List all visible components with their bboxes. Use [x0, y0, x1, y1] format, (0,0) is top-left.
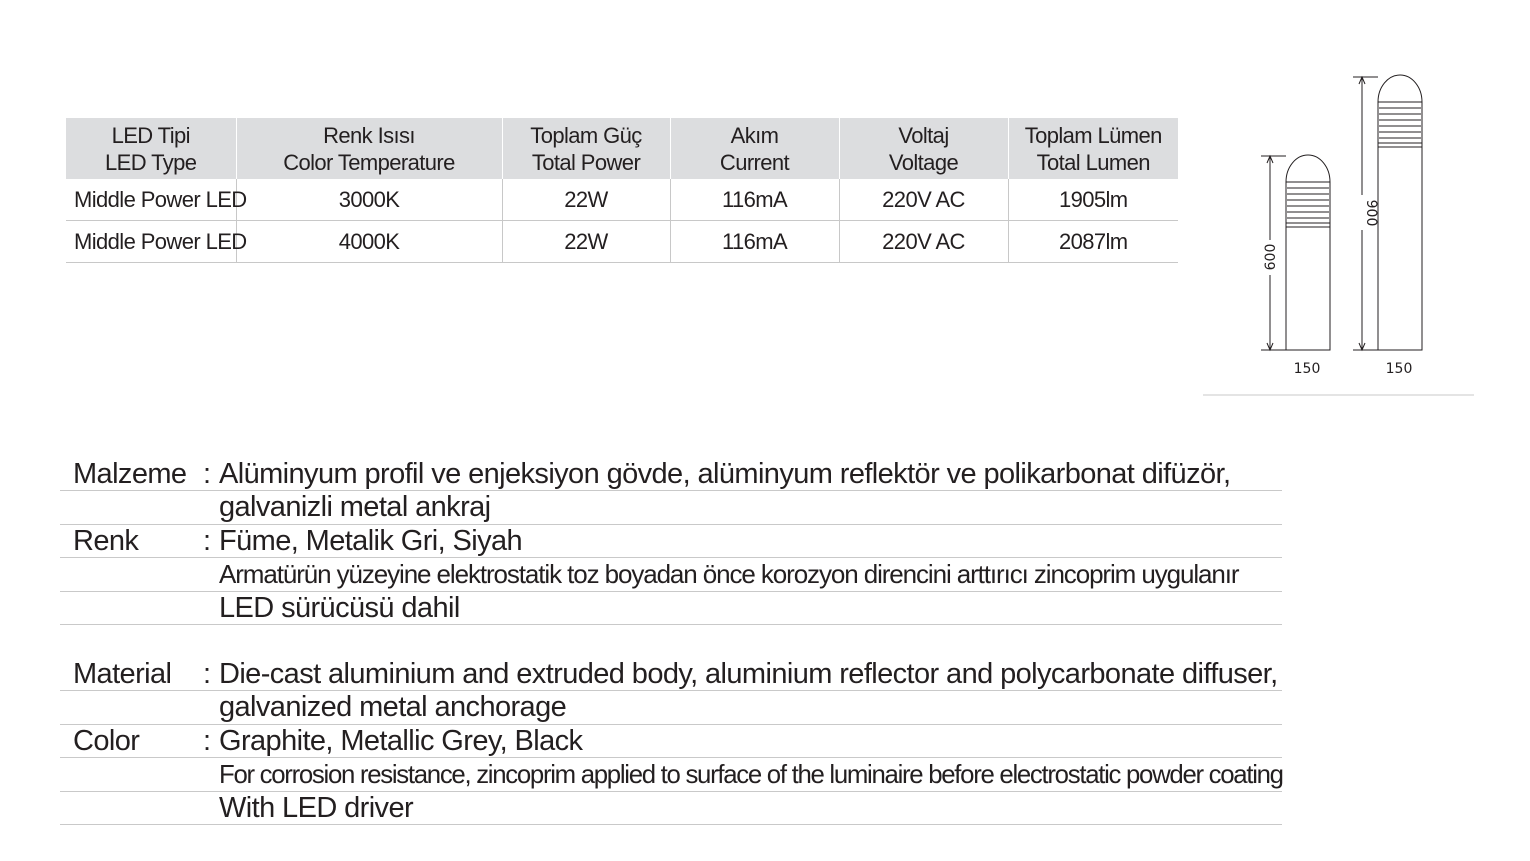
material-label-en: Material [73, 658, 172, 690]
turkish-description [60, 458, 1282, 625]
cell-current: 116mA [670, 179, 839, 221]
color-label-en: Color [73, 724, 140, 757]
english-description [60, 658, 1282, 825]
color-row-en [60, 725, 1282, 758]
colon: : [203, 458, 212, 490]
cell-total-power: 22W [502, 221, 670, 263]
color-row-tr [60, 525, 1282, 558]
material-label-tr: Malzeme [73, 458, 187, 490]
material-row-tr [60, 458, 1282, 491]
note-row-en [60, 758, 1282, 791]
cell-voltage: 220V AC [839, 221, 1008, 263]
short-height-label: 600 [1263, 243, 1279, 271]
note-tr-line2: LED sürücüsü dahil [219, 591, 460, 624]
tall-width-label: 150 [1385, 361, 1413, 377]
tall-height-label: 900 [1363, 199, 1379, 227]
material-value-tr-line2: galvanizli metal ankraj [219, 491, 491, 524]
material-row-tr-cont [60, 491, 1282, 524]
colon: : [203, 724, 212, 757]
header-color-temperature: Renk Isısı Color Temperature [236, 118, 502, 179]
material-row-en-cont [60, 691, 1282, 724]
material-value-en-line2: galvanized metal anchorage [219, 691, 567, 724]
note-row-en-cont [60, 792, 1282, 825]
table-header-row [66, 118, 1178, 179]
color-value-en: Graphite, Metallic Grey, Black [219, 724, 583, 757]
table-row [66, 221, 1178, 263]
material-value-tr-line1: Alüminyum profil ve enjeksiyon gövde, alüminyum reflektör ve polikarbonat difüzör, [219, 458, 1231, 490]
note-en-line2: With LED driver [219, 791, 414, 824]
cell-color-temperature: 4000K [236, 221, 502, 263]
cell-total-power: 22W [502, 179, 670, 221]
colon: : [203, 658, 212, 690]
table-row [66, 179, 1178, 221]
material-row-en [60, 658, 1282, 691]
color-label-tr: Renk [73, 524, 139, 557]
note-row-tr [60, 558, 1282, 591]
cell-current: 116mA [670, 221, 839, 263]
cell-color-temperature: 3000K [236, 179, 502, 221]
header-total-power: Toplam Güç Total Power [502, 118, 670, 179]
cell-voltage: 220V AC [839, 179, 1008, 221]
short-width-label: 150 [1293, 361, 1321, 377]
short-bollard-outline [1286, 155, 1330, 350]
cell-led-type: Middle Power LED [66, 221, 236, 263]
note-en-line1: For corrosion resistance, zincoprim applied to surface of the luminaire before electrostatic powder coating [219, 759, 1283, 790]
spec-table [66, 118, 1178, 263]
note-row-tr-cont [60, 592, 1282, 625]
material-value-en-line1: Die-cast aluminium and extruded body, aluminium reflector and polycarbonate diffuser, [219, 658, 1278, 690]
cell-led-type: Middle Power LED [66, 179, 236, 221]
header-current: Akım Current [670, 118, 839, 179]
cell-total-lumen: 2087lm [1008, 221, 1178, 263]
bollard-drawings [1200, 70, 1480, 400]
header-total-lumen: Toplam Lümen Total Lumen [1008, 118, 1178, 179]
color-value-tr: Füme, Metalik Gri, Siyah [219, 524, 523, 557]
tall-bollard-outline [1378, 75, 1422, 350]
header-led-type: LED Tipi LED Type [66, 118, 236, 179]
cell-total-lumen: 1905lm [1008, 179, 1178, 221]
note-tr-line1: Armatürün yüzeyine elektrostatik toz boyadan önce korozyon direncini arttırıcı zincoprim uygulanır [219, 559, 1239, 590]
bollard-drawing-svg [1200, 70, 1480, 400]
colon: : [203, 524, 212, 557]
header-voltage: Voltaj Voltage [839, 118, 1008, 179]
